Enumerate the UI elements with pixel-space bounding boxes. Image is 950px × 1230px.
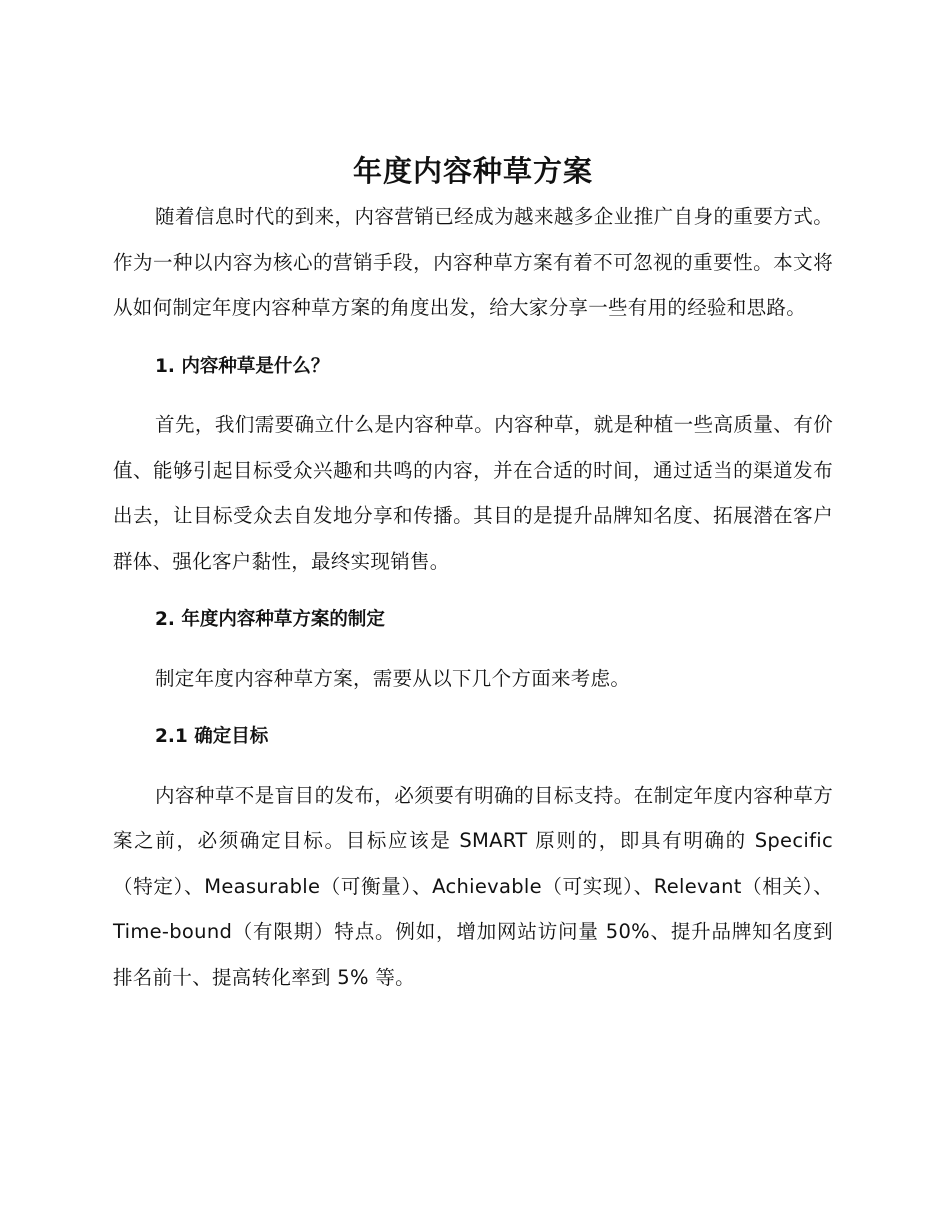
- section-2-1-paragraph: 内容种草不是盲目的发布，必须要有明确的目标支持。在制定年度内容种草方案之前，必须确定目标。目标应该是 SMART 原则的，即具有明确的 Specific（特定）、Measurable（可衡量）、Achievable（可实现）、Relevant（相关）、Time-bound（有限期）特点。例如，增加网站访问量 50%、提升品牌知名度到排名前十、提高转化率到 5% 等。: [113, 783, 833, 989]
- document-title: 年度内容种草方案: [352, 154, 593, 188]
- document-page: [113, 148, 833, 1000]
- section-2-paragraph: 制定年度内容种草方案，需要从以下几个方面来考虑。: [155, 666, 631, 690]
- section-1-heading: 1. 内容种草是什么？: [155, 355, 330, 377]
- section-1-paragraph: 首先，我们需要确立什么是内容种草。内容种草，就是种植一些高质量、有价值、能够引起目标受众兴趣和共鸣的内容，并在合适的时间，通过适当的渠道发布出去，让目标受众去自发地分享和传播。其目的是提升品牌知名度、拓展潜在客户群体、强化客户黏性，最终实现销售。: [113, 413, 833, 573]
- section-2-1-heading: 2.1 确定目标: [155, 726, 269, 747]
- intro-paragraph: 随着信息时代的到来，内容营销已经成为越来越多企业推广自身的重要方式。作为一种以内容为核心的营销手段，内容种草方案有着不可忽视的重要性。本文将从如何制定年度内容种草方案的角度出发，给大家分享一些有用的经验和思路。: [113, 205, 833, 319]
- section-2-heading: 2. 年度内容种草方案的制定: [155, 609, 385, 630]
